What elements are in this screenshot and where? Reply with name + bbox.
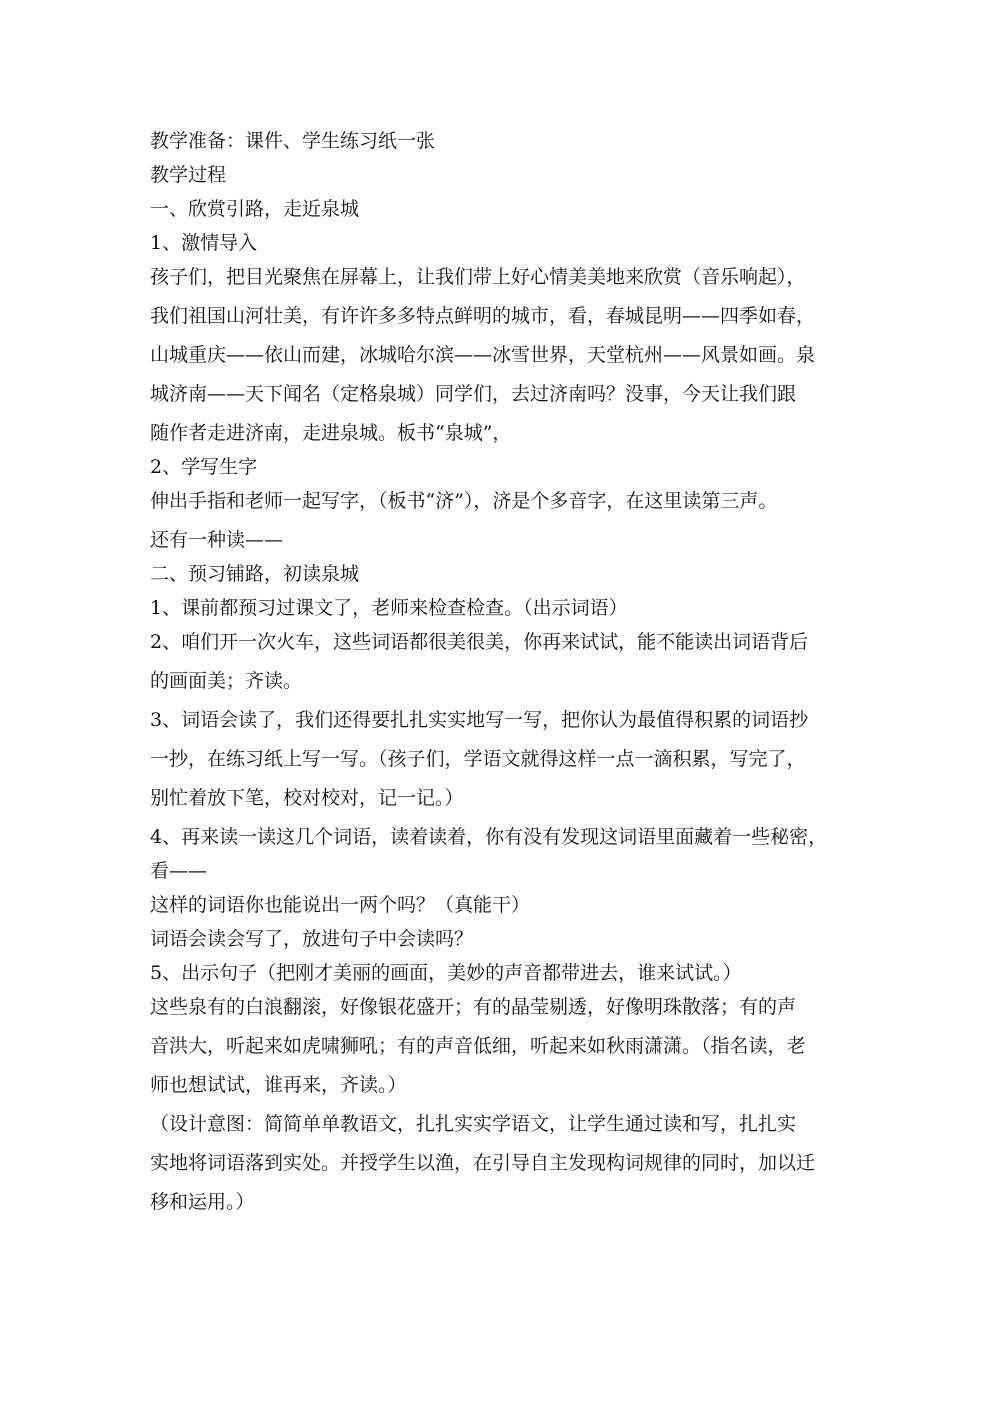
text-line: 移和运用。） — [150, 1191, 255, 1213]
text-line: 这些泉有的白浪翻滚，好像银花盛开；有的晶莹剔透，好像明珠散落；有的声 — [150, 996, 797, 1018]
text-line: 伸出手指和老师一起写字，（板书“济”），济是个多音字，在这里读第三声。 — [150, 490, 778, 512]
subsection-heading: 2、学写生字 — [150, 456, 258, 478]
text-line: 城济南——天下闻名（定格泉城）同学们，去过济南吗？没事，今天让我们跟 — [150, 383, 797, 405]
text-line: 教学过程 — [150, 164, 227, 186]
text-line: 看—— — [150, 860, 208, 882]
text-line: 我们祖国山河壮美，有许许多多特点鲜明的城市，看，春城昆明——四季如春， — [150, 305, 816, 327]
text-line: 随作者走进济南，走进泉城。板书“泉城”， — [150, 422, 512, 444]
text-line: 2、咱们开一次火车，这些词语都很美很美，你再来试试，能不能读出词语背后 — [150, 631, 809, 653]
text-line: 孩子们，把目光聚焦在屏幕上，让我们带上好心情美美地来欣赏（音乐响起）， — [150, 266, 806, 288]
text-line: 别忙着放下笔，校对校对，记一记。） — [150, 787, 464, 809]
text-line: 师也想试试，谁再来，齐读。） — [150, 1074, 407, 1096]
text-line: 一抄，在练习纸上写一写。（孩子们，学语文就得这样一点一滴积累，写完了， — [150, 748, 806, 770]
text-line: 教学准备：课件、学生练习纸一张 — [150, 130, 436, 152]
section-heading: 一、欣赏引路，走近泉城 — [150, 198, 360, 220]
text-line: 的画面美；齐读。 — [150, 670, 303, 692]
text-line: 山城重庆——依山而建，冰城哈尔滨——冰雪世界，天堂杭州——风景如画。泉 — [150, 344, 816, 366]
document-body — [150, 128, 870, 1216]
text-line: 这样的词语你也能说出一两个吗？（真能干） — [150, 894, 531, 916]
text-line: 还有一种读—— — [150, 529, 284, 551]
text-line: 3、词语会读了，我们还得要扎扎实实地写一写，把你认为最值得积累的词语抄 — [150, 709, 809, 731]
text-line: 4、再来读一读这几个词语，读着读着，你有没有发现这词语里面藏着一些秘密， — [150, 826, 828, 848]
text-line: 词语会读会写了，放进句子中会读吗？ — [150, 928, 474, 950]
text-line: 实地将词语落到实处。并授学生以渔，在引导自主发现构词规律的同时，加以迁 — [150, 1152, 816, 1174]
text-line: 1、课前都预习过课文了，老师来检查检查。（出示词语） — [150, 597, 628, 619]
section-heading: 二、预习铺路，初读泉城 — [150, 563, 360, 585]
text-line: （设计意图：简简单单教语文，扎扎实实学语文，让学生通过读和写，扎扎实 — [150, 1113, 797, 1135]
text-line: 5、出示句子（把刚才美丽的画面，美妙的声音都带进去，谁来试试。） — [150, 962, 742, 984]
subsection-heading: 1、激情导入 — [150, 232, 258, 254]
text-line: 音洪大，听起来如虎啸狮吼；有的声音低细，听起来如秋雨潇潇。（指名读，老 — [150, 1035, 806, 1057]
